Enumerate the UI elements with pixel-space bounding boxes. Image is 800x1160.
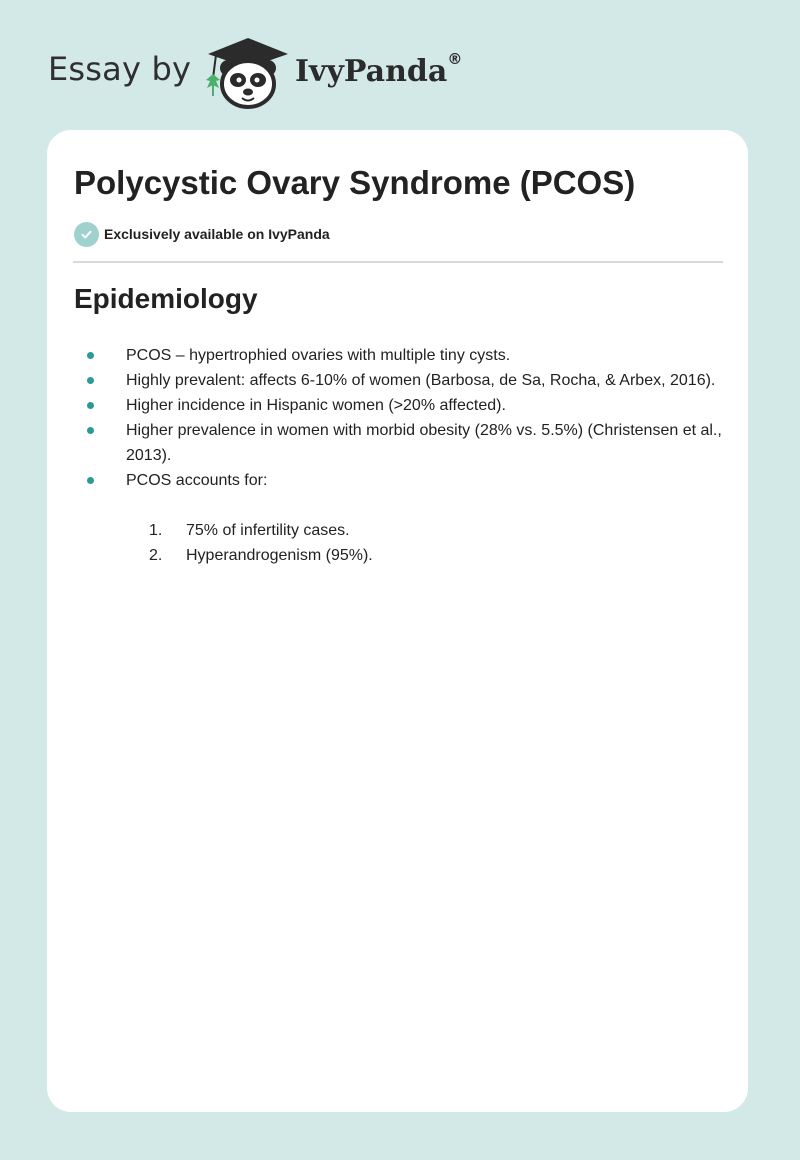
page-title: Polycystic Ovary Syndrome (PCOS) [74, 164, 636, 201]
panda-graduate-icon[interactable] [202, 34, 294, 110]
section-heading: Epidemiology [74, 283, 258, 314]
exclusive-badge [74, 221, 330, 247]
numbered-item [126, 543, 686, 568]
bullet-icon [87, 477, 94, 484]
check-icon [74, 222, 99, 247]
brand-name[interactable] [295, 50, 463, 89]
site-header [48, 34, 528, 110]
bullet-icon [87, 427, 94, 434]
list-item-text: Higher incidence in Hispanic women (>20% affected). [126, 397, 506, 414]
essay-card [47, 130, 748, 1112]
item-number: 1. [149, 522, 163, 539]
bullet-icon [87, 352, 94, 359]
list-item [126, 468, 726, 493]
registered-mark: ® [447, 50, 463, 68]
bullet-icon [87, 402, 94, 409]
list-item-text: PCOS accounts for: [126, 472, 268, 489]
numbered-item-text: Hyperandrogenism (95%). [186, 547, 373, 564]
bullet-list [126, 343, 726, 493]
list-item-text: Higher prevalence in women with morbid obesity (28% vs. 5.5%) (Christensen et al., 2013). [126, 422, 722, 464]
list-item-text: PCOS – hypertrophied ovaries with multiple tiny cysts. [126, 347, 511, 364]
exclusive-label: Exclusively available on IvyPanda [104, 226, 330, 242]
numbered-item [126, 518, 686, 543]
list-item [126, 343, 726, 368]
essay-by-label: Essay by [48, 50, 192, 88]
list-item [126, 418, 726, 468]
divider [73, 261, 723, 263]
list-item [126, 368, 726, 393]
list-item [126, 393, 726, 418]
brand-name-text: IvyPanda [295, 54, 448, 89]
item-number: 2. [149, 547, 163, 564]
numbered-item-text: 75% of infertility cases. [186, 522, 350, 539]
bullet-icon [87, 377, 94, 384]
list-item-text: Highly prevalent: affects 6-10% of women (Barbosa, de Sa, Rocha, & Arbex, 2016). [126, 372, 716, 389]
numbered-list [126, 518, 686, 568]
